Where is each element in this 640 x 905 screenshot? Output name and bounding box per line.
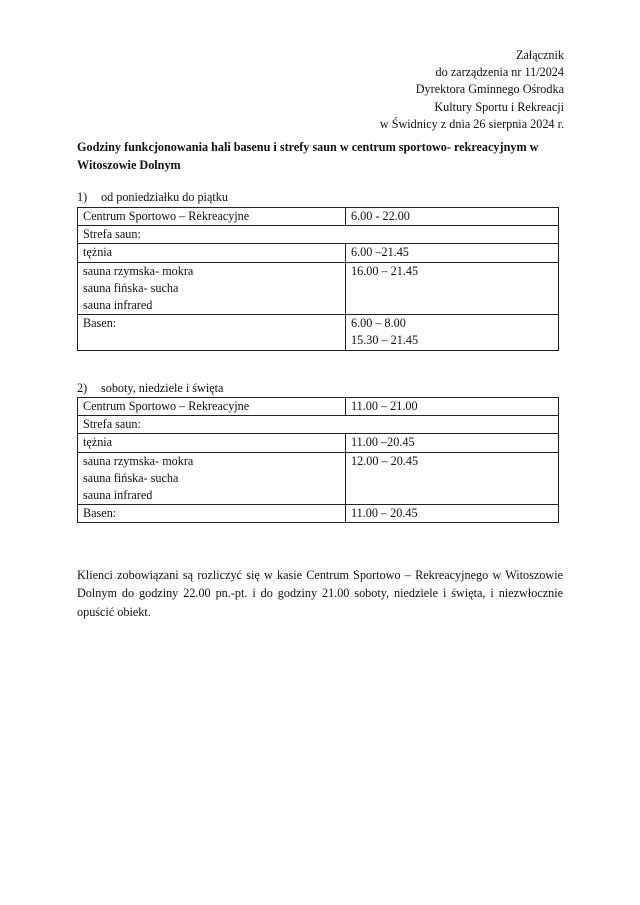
table-row	[78, 505, 559, 523]
basen-hours-morning: 6.00 – 8.00	[351, 316, 406, 331]
basen-hours-afternoon: 15.30 – 21.45	[351, 333, 419, 348]
sauna-list	[78, 452, 346, 505]
centrum-hours: 6.00 - 22.00	[346, 208, 559, 226]
sauna-item: sauna infrared	[83, 488, 153, 503]
sauna-item: sauna fińska- sucha	[83, 280, 179, 295]
attachment-line: Kultury Sportu i Rekreacji	[434, 99, 564, 114]
teznia-hours: 6.00 –21.45	[346, 244, 559, 262]
teznia-hours: 11.00 –20.45	[346, 434, 559, 452]
section-2-number: 2)	[77, 381, 88, 395]
teznia-label: tężnia	[78, 244, 346, 262]
section-1-number: 1)	[77, 190, 88, 204]
section-2-heading	[77, 381, 223, 396]
table-row	[78, 416, 559, 434]
strefa-saun-label: Strefa saun:	[78, 416, 559, 434]
table-row	[78, 262, 559, 315]
table-row	[78, 244, 559, 262]
weekday-hours-table	[77, 207, 559, 351]
sauna-item: sauna infrared	[83, 298, 153, 313]
table-row	[78, 208, 559, 226]
section-1-heading	[77, 190, 228, 205]
table-row	[78, 226, 559, 244]
sauna-item: sauna fińska- sucha	[83, 470, 179, 485]
basen-hours	[346, 315, 559, 350]
attachment-line: Załącznik	[515, 48, 564, 62]
table-row	[78, 452, 559, 505]
attachment-line: Dyrektora Gminnego Ośrodka	[415, 82, 564, 97]
basen-label: Basen:	[78, 315, 346, 350]
closing-paragraph: Klienci zobowiązani są rozliczyć się w kasie Centrum Sportowo – Rekreacyjnego w Witoszowie Dolnym do godziny 22.00 pn.-pt. i do godziny 21.00 soboty, niedziele i święta, i niezwłocznie opuścić obiekt.	[77, 568, 563, 619]
section-2-title: soboty, niedziele i święta	[101, 381, 224, 395]
section-1-title: od poniedziałku do piątku	[101, 190, 228, 204]
strefa-saun-label: Strefa saun:	[78, 226, 559, 244]
weekend-hours-table	[77, 397, 559, 523]
sauna-hours: 16.00 – 21.45	[346, 262, 559, 315]
centrum-label: Centrum Sportowo – Rekreacyjne	[78, 208, 346, 226]
sauna-hours: 12.00 – 20.45	[346, 452, 559, 505]
table-row	[78, 398, 559, 416]
attachment-header	[380, 47, 564, 133]
attachment-line: do zarządzenia nr 11/2024	[435, 65, 564, 80]
basen-hours: 11.00 – 20.45	[346, 505, 559, 523]
table-row	[78, 434, 559, 452]
document-title: Godziny funkcjonowania hali basenu i strefy saun w centrum sportowo- rekreacyjnym w Witoszowie Dolnym	[77, 140, 539, 172]
centrum-label: Centrum Sportowo – Rekreacyjne	[78, 398, 346, 416]
sauna-item: sauna rzymska- mokra	[83, 263, 194, 278]
basen-label: Basen:	[78, 505, 346, 523]
sauna-list	[78, 262, 346, 315]
table-row	[78, 315, 559, 350]
sauna-item: sauna rzymska- mokra	[83, 453, 194, 468]
attachment-line: w Świdnicy z dnia 26 sierpnia 2024 r.	[379, 116, 564, 131]
centrum-hours: 11.00 – 21.00	[346, 398, 559, 416]
teznia-label: tężnia	[78, 434, 346, 452]
